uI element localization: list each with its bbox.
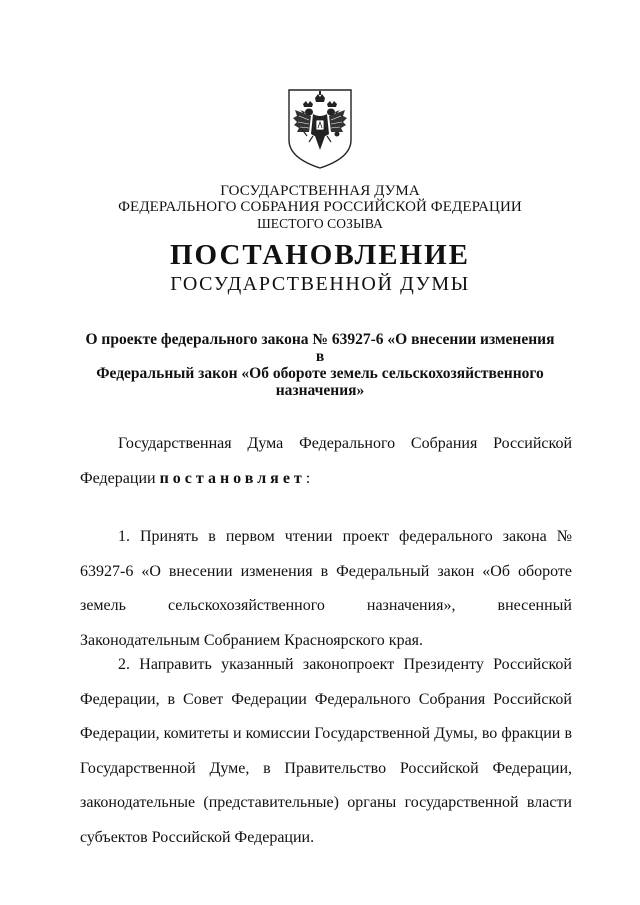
decree-colon: : bbox=[305, 469, 311, 487]
decision-item-1: 1. Принять в первом чтении проект федерального закона № 63927-6 «О внесении изменения в Федеральный закон «Об обороте земель сельскохозяйственного назначения», внесенный Законодательным Собранием Красноярского края. bbox=[80, 528, 572, 649]
document-subject bbox=[80, 331, 560, 399]
subject-line-3: назначения» bbox=[275, 382, 365, 399]
intro-paragraph bbox=[80, 427, 572, 496]
header-line-duma: ГОСУДАРСТВЕННАЯ ДУМА bbox=[220, 183, 420, 199]
russian-coat-of-arms-icon bbox=[287, 88, 353, 170]
subject-line-2: Федеральный закон «Об обороте земель сельскохозяйственного bbox=[96, 365, 544, 382]
decree-word: постановляет bbox=[159, 469, 306, 487]
subject-line-1: О проекте федерального закона № 63927-6 «О внесении изменения в bbox=[85, 331, 555, 365]
intro-text: Государственная Дума Федерального Собрания Российской Федерации bbox=[80, 435, 572, 487]
header-line-convocation: ШЕСТОГО СОЗЫВА bbox=[257, 216, 383, 231]
document-type-title: ПОСТАНОВЛЕНИЕ bbox=[169, 239, 470, 271]
document-issuer: ГОСУДАРСТВЕННОЙ ДУМЫ bbox=[170, 273, 470, 295]
header-line-assembly: ФЕДЕРАЛЬНОГО СОБРАНИЯ РОССИЙСКОЙ ФЕДЕРАЦИИ bbox=[118, 199, 522, 215]
decision-item-2: 2. Направить указанный законопроект Президенту Российской Федерации, в Совет Федерации Федерального Собрания Российской Федерации, комитеты и комиссии Государственной Думы, во фракции в Государственной Думе, в Правительство Российской Федерации, законодательные (представительные) органы государственной власти субъектов Российской Федерации. bbox=[80, 656, 572, 846]
